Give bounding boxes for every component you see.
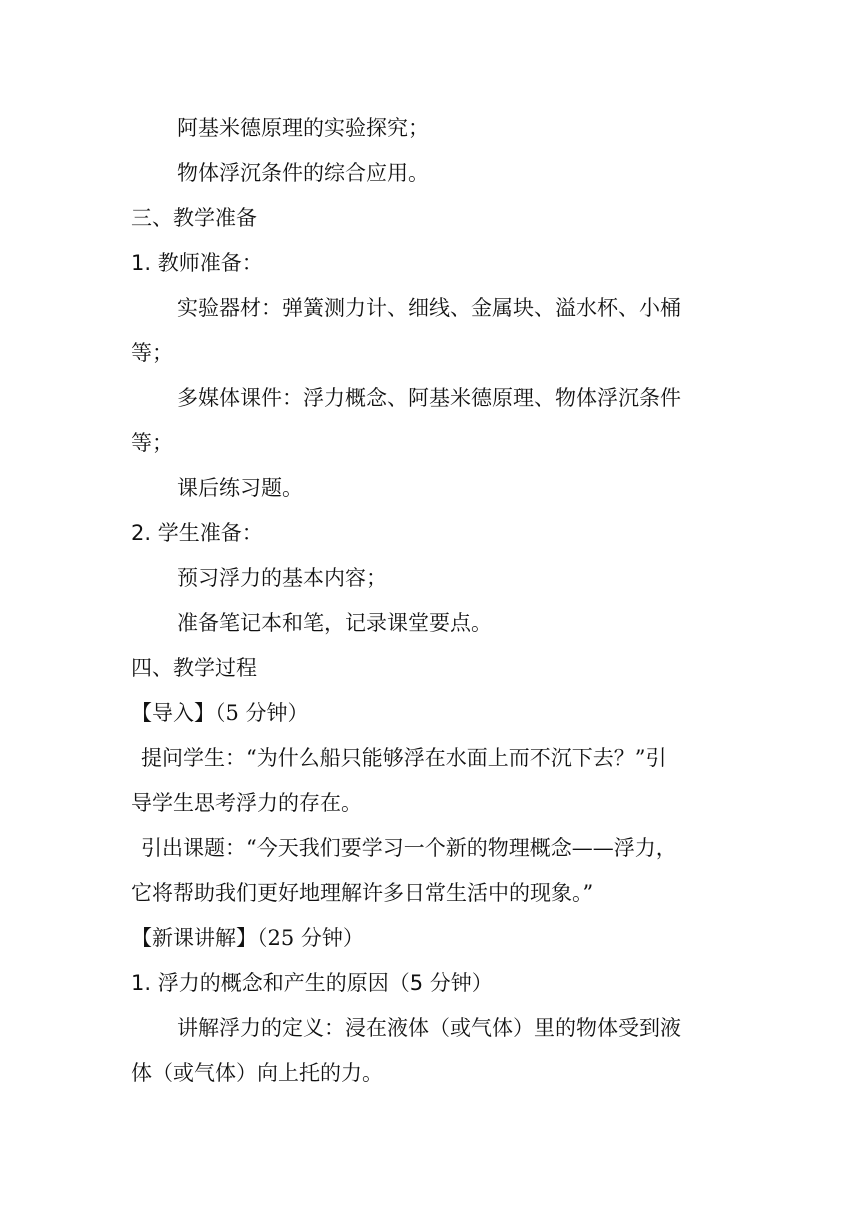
text-line: 实验器材：弹簧测力计、细线、金属块、溢水杯、小桶 [177,296,681,320]
text-line: 提问学生：“为什么船只能够浮在水面上而不沉下去？”引 [141,746,667,770]
text-line: 准备笔记本和笔，记录课堂要点。 [177,611,492,635]
text-line: 课后练习题。 [177,476,303,500]
bracket-heading: 【新课讲解】（25 分钟） [131,926,364,950]
text-line: 预习浮力的基本内容； [177,566,387,590]
subsection-heading: 1. 教师准备： [131,251,263,275]
text-line: 引出课题：“今天我们要学习一个新的物理概念——浮力， [141,836,677,860]
text-line: 多媒体课件：浮力概念、阿基米德原理、物体浮沉条件 [177,386,681,410]
text-line: 阿基米德原理的实验探究； [177,116,429,140]
text-line: 它将帮助我们更好地理解许多日常生活中的现象。” [131,881,594,905]
text-line: 等； [131,431,173,455]
text-line: 等； [131,341,173,365]
section-heading: 三、教学准备 [131,206,257,230]
text-line: 体（或气体）向上托的力。 [131,1061,383,1085]
bracket-heading: 【导入】（5 分钟） [131,701,309,725]
text-line: 导学生思考浮力的存在。 [131,791,362,815]
subsection-heading: 2. 学生准备： [131,521,263,545]
text-line: 讲解浮力的定义：浸在液体（或气体）里的物体受到液 [177,1016,681,1040]
section-heading: 四、教学过程 [131,656,257,680]
text-line: 物体浮沉条件的综合应用。 [177,161,429,185]
subsection-heading: 1. 浮力的概念和产生的原因（5 分钟） [131,971,493,995]
